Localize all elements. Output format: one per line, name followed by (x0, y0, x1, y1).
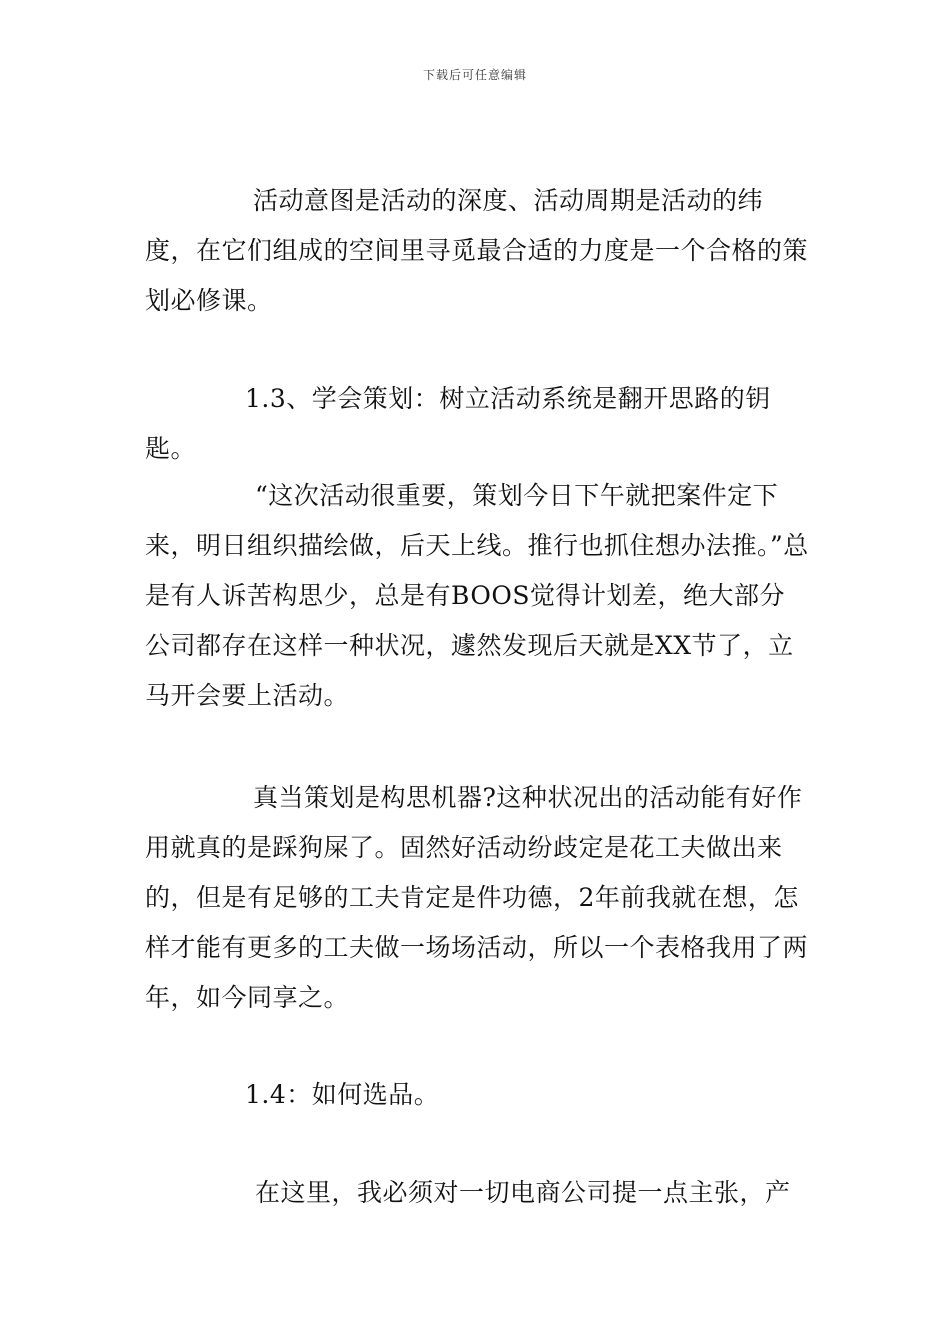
paragraph-product-selection: 在这里，我必须对一切电商公司提一点主张，产 (255, 1178, 791, 1207)
section-heading-1-4: 1.4：如何选品。 (245, 1080, 440, 1109)
paragraph-activity-intent: 活动意图是活动的深度、活动周期是活动的纬度，在它们组成的空间里寻觅最合适的力度是一个合格的策划必修课。 (145, 186, 809, 315)
page-header: 下载后可任意编辑 (422, 68, 527, 82)
paragraph-planning-machine: 真当策划是构思机器?这种状况出的活动能有好作用就真的是踩狗屎了。固然好活动纷歧定是花工夫做出来的，但是有足够的工夫肯定是件功德，2年前我就在想，怎样才能有更多的工夫做一场场活动，所以一个表格我用了两年，如今同享之。 (145, 783, 809, 1012)
section-heading-1-3: 1.3、学会策划：树立活动系统是翻开思路的钥匙。 (145, 384, 771, 463)
paragraph-quote: “这次活动很重要，策划今日下午就把案件定下来，明日组织描绘做，后天上线。推行也抓住想办法推。”总是有人诉苦构思少，总是有BOOS觉得计划差，绝大部分公司都存在这样一种状况，遽然发现后天就是XX节了，立马开会要上活动。 (145, 481, 809, 710)
